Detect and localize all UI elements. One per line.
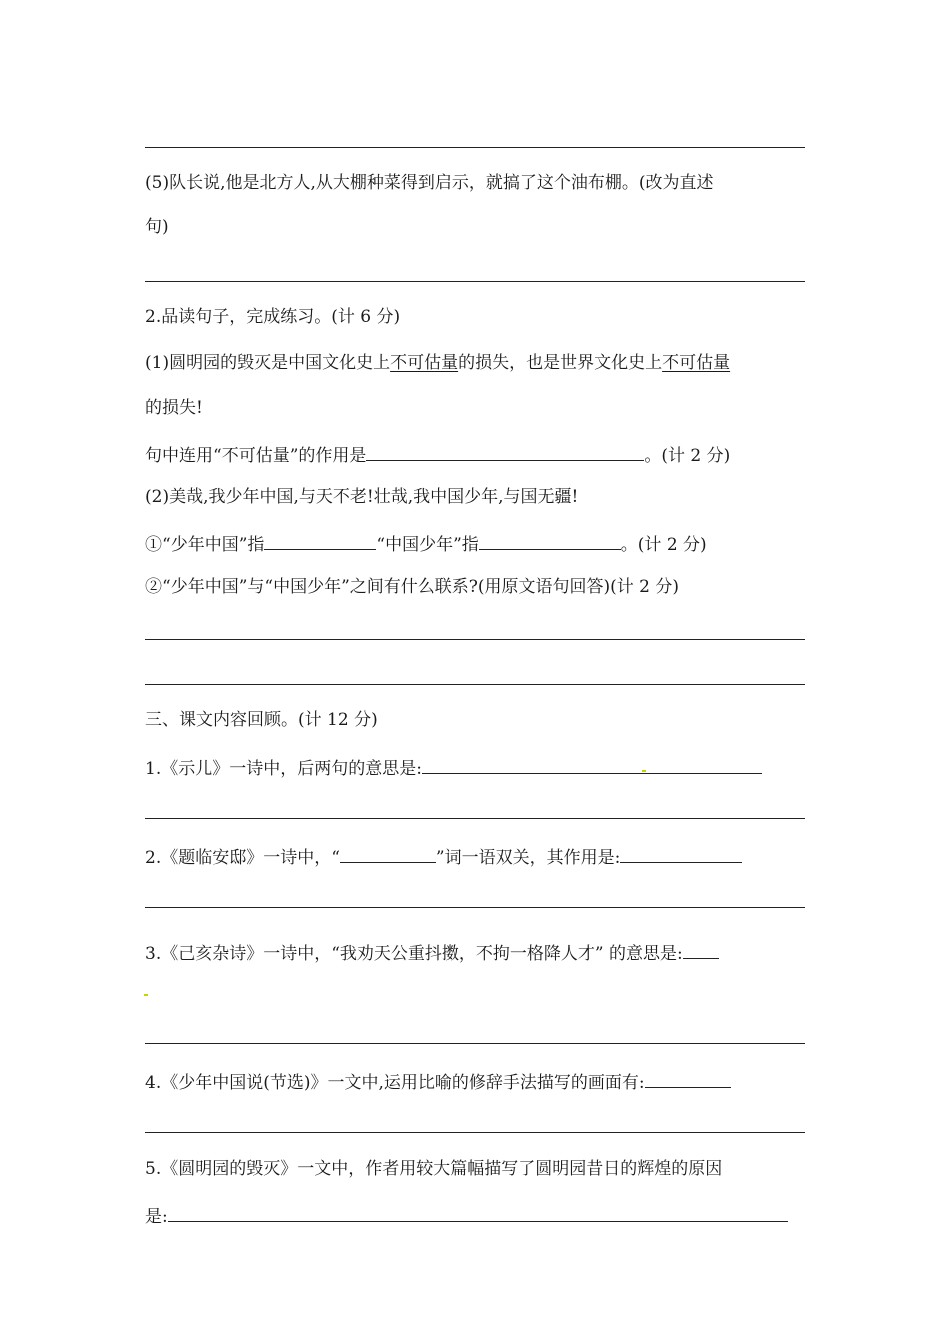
question-3-2-suffix: ”词一语双关，其作用是: bbox=[435, 848, 621, 868]
question-2-2a bbox=[145, 531, 707, 556]
answer-line[interactable] bbox=[145, 1132, 805, 1133]
fill-blank[interactable] bbox=[645, 1069, 731, 1088]
question-3-3 bbox=[145, 940, 719, 965]
fill-blank[interactable] bbox=[620, 844, 742, 863]
question-5-line2: 句) bbox=[145, 217, 169, 237]
answer-line[interactable] bbox=[145, 281, 805, 282]
scan-mark bbox=[642, 770, 646, 772]
question-5-line1: (5)队长说,他是北方人,从大棚种菜得到启示，就搞了这个油布棚。(改为直述 bbox=[145, 173, 714, 193]
sentence-1-prefix: (1)圆明园的毁灭是中国文化史上 bbox=[145, 353, 391, 373]
question-3-4 bbox=[145, 1069, 731, 1094]
sentence-2: (2)美哉,我少年中国,与天不老!壮哉,我中国少年,与国无疆! bbox=[145, 487, 579, 507]
question-3-4-text: 4.《少年中国说(节选)》一文中,运用比喻的修辞手法描写的画面有: bbox=[145, 1073, 645, 1093]
fill-blank[interactable] bbox=[340, 844, 436, 863]
question-3-2-prefix: 2.《题临安邸》一诗中，“ bbox=[145, 848, 340, 868]
fill-blank[interactable] bbox=[479, 531, 621, 550]
underlined-phrase: 不可估量 bbox=[662, 353, 731, 373]
answer-line[interactable] bbox=[145, 684, 805, 685]
answer-line[interactable] bbox=[145, 147, 805, 148]
fill-blank[interactable] bbox=[168, 1203, 788, 1222]
fill-blank[interactable] bbox=[264, 531, 376, 550]
question-2-2b: ②“少年中国”与“中国少年”之间有什么联系?(用原文语句回答)(计 2 分) bbox=[145, 577, 680, 597]
question-3-1 bbox=[145, 755, 762, 780]
question-2-2a-part2: “中国少年”指 bbox=[376, 535, 479, 555]
question-2-1-suffix: 。(计 2 分) bbox=[644, 446, 731, 466]
fill-blank[interactable] bbox=[422, 755, 762, 774]
question-3-1-text: 1.《示儿》一诗中，后两句的意思是: bbox=[145, 759, 422, 779]
answer-line[interactable] bbox=[145, 907, 805, 908]
fill-blank[interactable] bbox=[683, 940, 719, 959]
sentence-1-mid: 的损失，也是世界文化史上 bbox=[458, 353, 663, 373]
answer-line[interactable] bbox=[145, 639, 805, 640]
question-3-2 bbox=[145, 844, 742, 869]
question-2-2a-suffix: 。(计 2 分) bbox=[620, 535, 707, 555]
scan-mark bbox=[144, 994, 148, 996]
sentence-1-line2: 的损失! bbox=[145, 398, 203, 418]
question-3-5-line2 bbox=[145, 1203, 788, 1228]
sentence-1-line1 bbox=[145, 352, 730, 374]
question-2-1 bbox=[145, 442, 730, 467]
fill-blank[interactable] bbox=[366, 442, 644, 461]
question-3-5-line2-text: 是: bbox=[145, 1207, 168, 1227]
question-2-1-prefix: 句中连用“不可估量”的作用是 bbox=[145, 446, 367, 466]
section-2-heading: 2.品读句子，完成练习。(计 6 分) bbox=[145, 307, 401, 327]
question-3-5-line1: 5.《圆明园的毁灭》一文中，作者用较大篇幅描写了圆明园昔日的辉煌的原因 bbox=[145, 1159, 723, 1179]
answer-line[interactable] bbox=[145, 1043, 805, 1044]
question-2-2a-part1: ①“少年中国”指 bbox=[145, 535, 265, 555]
answer-line[interactable] bbox=[145, 818, 805, 819]
question-3-3-text: 3.《己亥杂诗》一诗中，“我劝天公重抖擞，不拘一格降人才” 的意思是: bbox=[145, 944, 683, 964]
section-3-heading: 三、课文内容回顾。(计 12 分) bbox=[145, 710, 378, 730]
underlined-phrase: 不可估量 bbox=[390, 353, 459, 373]
